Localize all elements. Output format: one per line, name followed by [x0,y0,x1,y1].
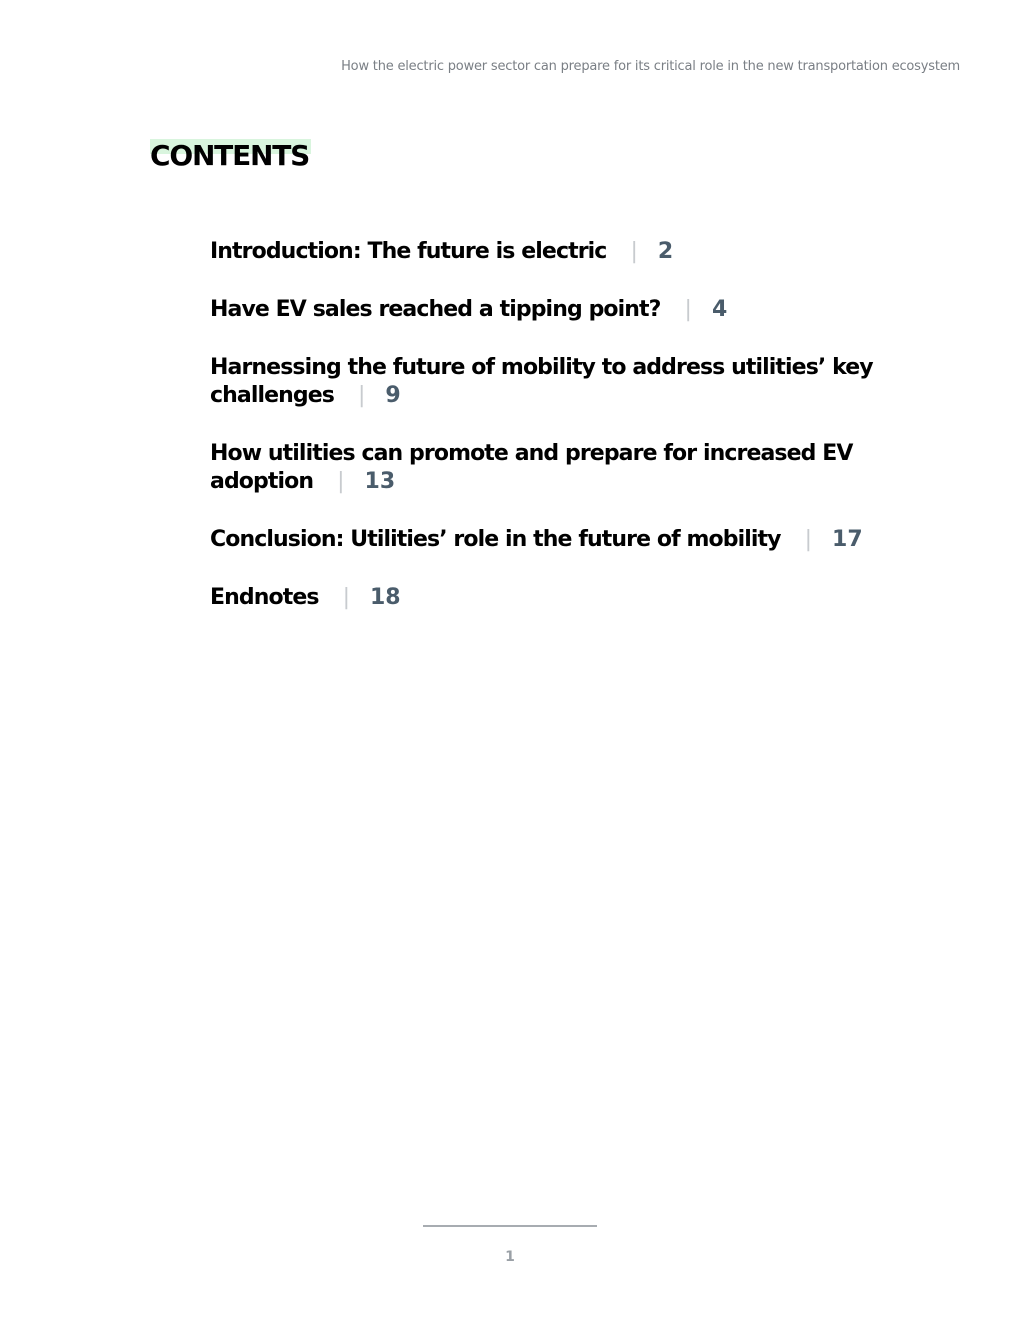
toc-entry-label[interactable]: Harnessing the future of mobility to address utilities’ key challenges [210,355,873,408]
toc-separator: | [684,297,692,322]
toc-entry-promote-ev-adoption[interactable] [210,440,880,496]
toc-entry-label[interactable]: Endnotes [210,585,319,610]
toc-page-number[interactable]: 17 [832,527,863,552]
toc-entry-label[interactable]: Introduction: The future is electric [210,239,607,264]
footer-divider [423,1225,597,1227]
toc-separator: | [804,527,813,552]
running-header: How the electric power sector can prepare for its critical role in the new transportation ecosystem [341,59,960,74]
toc-separator: | [342,585,350,610]
toc-entry-harnessing-mobility[interactable] [210,354,880,410]
contents-title-text: CONTENTS [150,139,310,172]
table-of-contents [210,238,880,642]
toc-separator: | [630,239,638,264]
toc-page-number[interactable]: 18 [369,585,401,610]
toc-entry-label[interactable]: Conclusion: Utilities’ role in the future of mobility [210,527,781,552]
toc-entry-endnotes[interactable] [210,584,880,612]
toc-entry-ev-sales[interactable] [210,296,880,324]
page-number: 1 [505,1249,515,1265]
toc-separator: | [337,469,345,494]
toc-page-number[interactable]: 2 [657,239,674,264]
toc-entry-introduction[interactable] [210,238,880,266]
toc-page-number[interactable]: 13 [364,469,396,494]
toc-entry-label[interactable]: Have EV sales reached a tipping point? [210,297,661,322]
toc-page-number[interactable]: 9 [385,383,401,408]
toc-page-number[interactable]: 4 [711,297,728,322]
contents-title [150,136,311,176]
toc-entry-conclusion[interactable] [210,526,880,554]
toc-separator: | [357,383,366,408]
toc-entry-label[interactable]: How utilities can promote and prepare for increased EV adoption [210,441,853,494]
